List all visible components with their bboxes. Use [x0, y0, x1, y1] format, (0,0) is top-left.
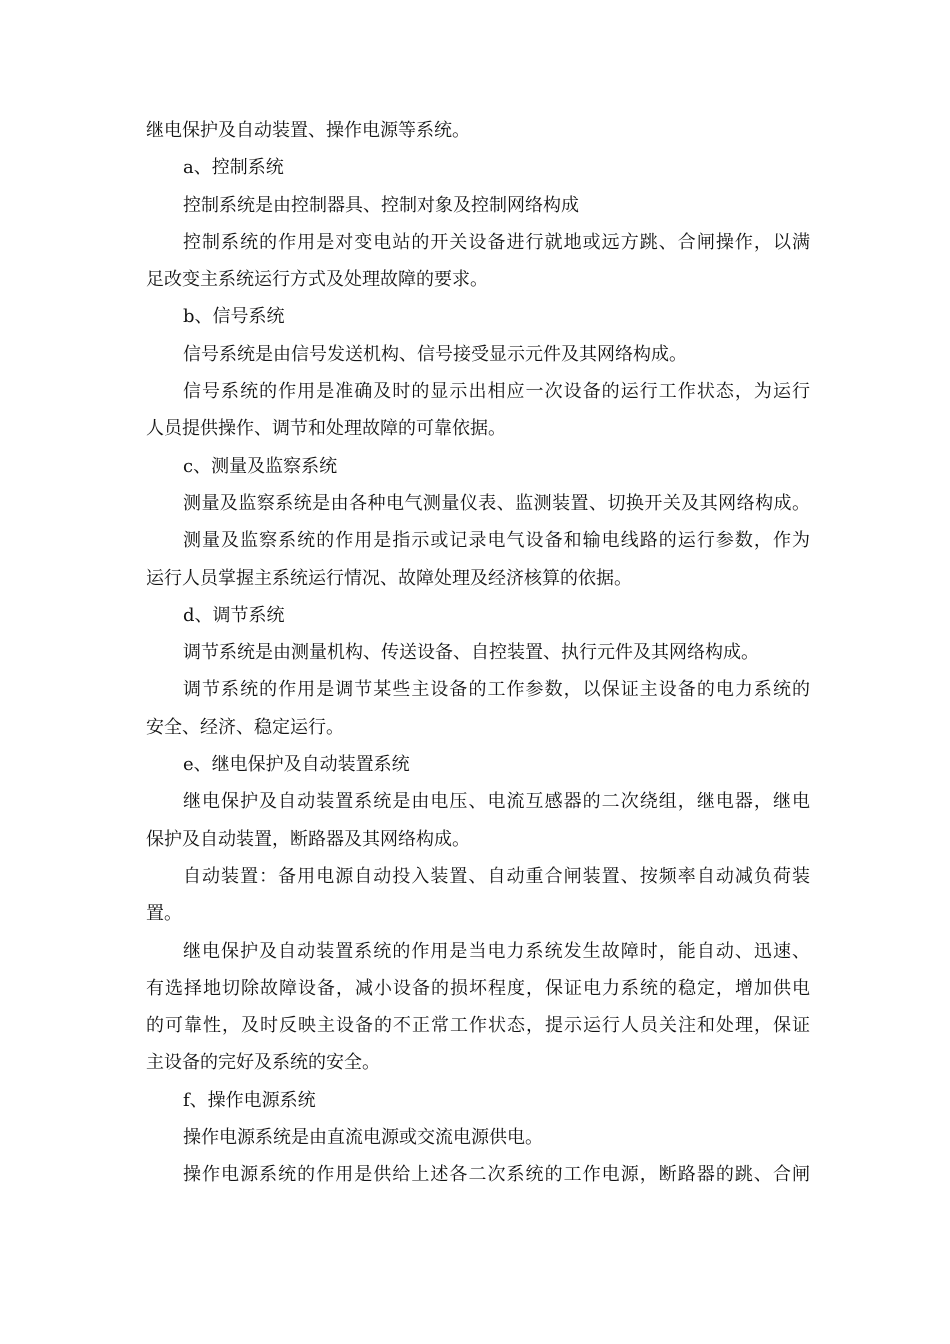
paragraph-line: 有选择地切除故障设备，减小设备的损坏程度，保证电力系统的稳定，增加供电 — [146, 977, 810, 999]
paragraph-line: 控制系统是由控制器具、控制对象及控制网络构成 — [183, 194, 579, 216]
paragraph-line: 测量及监察系统是由各种电气测量仪表、监测装置、切换开关及其网络构成。 — [183, 492, 810, 514]
paragraph-line: 信号系统是由信号发送机构、信号接受显示元件及其网络构成。 — [183, 343, 687, 365]
paragraph-line: 足改变主系统运行方式及处理故障的要求。 — [146, 269, 488, 291]
paragraph-line: 保护及自动装置，断路器及其网络构成。 — [146, 828, 470, 850]
section-heading-f: f、操作电源系统 — [183, 1089, 316, 1111]
paragraph-line: 信号系统的作用是准确及时的显示出相应一次设备的运行工作状态，为运行 — [183, 381, 810, 403]
paragraph-line: 自动装置：备用电源自动投入装置、自动重合闸装置、按频率自动减负荷装 — [183, 865, 810, 887]
paragraph-line: 操作电源系统是由直流电源或交流电源供电。 — [183, 1127, 543, 1149]
paragraph-line: 调节系统是由测量机构、传送设备、自控装置、执行元件及其网络构成。 — [183, 642, 759, 664]
section-heading-c: c、测量及监察系统 — [183, 455, 338, 477]
section-heading-a: a、控制系统 — [183, 157, 284, 179]
paragraph-line: 调节系统的作用是调节某些主设备的工作参数，以保证主设备的电力系统的 — [183, 679, 810, 701]
paragraph-line: 主设备的完好及系统的安全。 — [146, 1052, 380, 1074]
paragraph-line: 的可靠性，及时反映主设备的不正常工作状态，提示运行人员关注和处理，保证 — [146, 1015, 810, 1037]
document-body — [146, 112, 810, 1194]
paragraph-line: 置。 — [146, 903, 182, 925]
paragraph-line: 运行人员掌握主系统运行情况、故障处理及经济核算的依据。 — [146, 567, 632, 589]
paragraph-line: 继电保护及自动装置、操作电源等系统。 — [146, 120, 470, 141]
paragraph-line: 继电保护及自动装置系统是由电压、电流互感器的二次绕组，继电器，继电 — [183, 791, 810, 813]
paragraph-line: 安全、经济、稳定运行。 — [146, 716, 344, 738]
paragraph-line: 人员提供操作、调节和处理故障的可靠依据。 — [146, 418, 506, 440]
section-heading-d: d、调节系统 — [183, 604, 285, 626]
paragraph-line: 测量及监察系统的作用是指示或记录电气设备和输电线路的运行参数，作为 — [183, 530, 810, 552]
paragraph-line: 操作电源系统的作用是供给上述各二次系统的工作电源，断路器的跳、合闸 — [183, 1164, 810, 1186]
section-heading-e: e、继电保护及自动装置系统 — [183, 754, 410, 776]
paragraph-line: 继电保护及自动装置系统的作用是当电力系统发生故障时，能自动、迅速、 — [183, 940, 810, 962]
paragraph-line: 控制系统的作用是对变电站的开关设备进行就地或远方跳、合闸操作，以满 — [183, 231, 810, 253]
section-heading-b: b、信号系统 — [183, 306, 285, 328]
